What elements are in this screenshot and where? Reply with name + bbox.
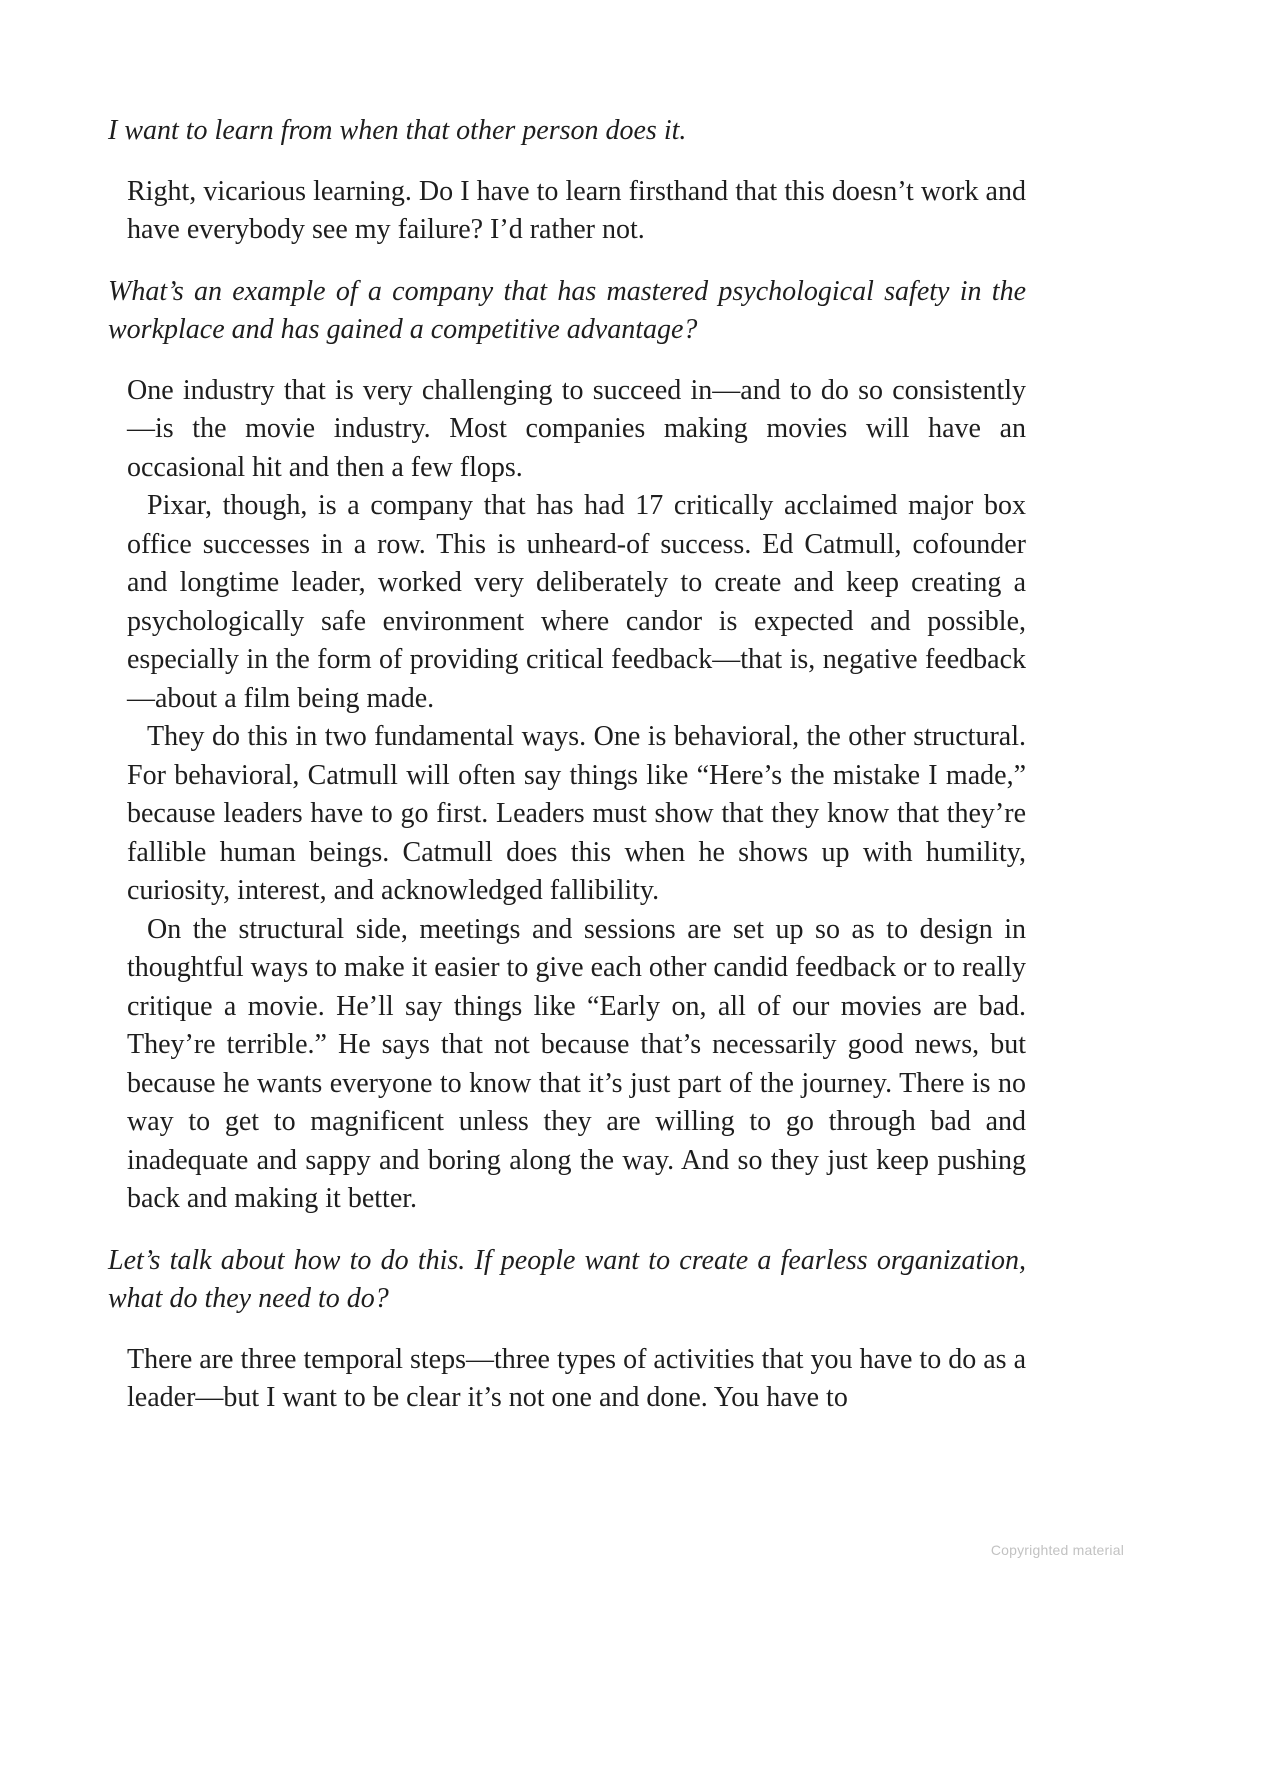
copyright-watermark: Copyrighted material bbox=[990, 1542, 1124, 1558]
answer-paragraph: One industry that is very challenging to succeed in—and to do so consistently—is the movie industry. Most companies making movies will have an occasional hit and then a few flops. bbox=[127, 374, 1026, 483]
answer-paragraph: On the structural side, meetings and sessions are set up so as to design in thoughtful ways to make it easier to give each other candid feedback or to really critique a movie. He’ll say things like “Early on, all of our movies are bad. They’re terrible.” He says that not because that’s necessarily good news, but because he wants everyone to know that it’s just part of the journey. There is no way to get to magnificent unless they are willing to go through bad and inadequate and sappy and boring along the way. And so they just keep pushing back and making it better. bbox=[127, 913, 1026, 1214]
answer-block bbox=[127, 372, 1026, 1219]
answer-block bbox=[127, 1341, 1026, 1418]
question-paragraph: Let’s talk about how to do this. If people want to create a fearless organization, what do they need to do? bbox=[108, 1244, 1026, 1314]
answer-block bbox=[127, 173, 1026, 250]
answer-paragraph: There are three temporal steps—three types of activities that you have to do as a leader—but I want to be clear it’s not one and done. You have to bbox=[127, 1343, 1026, 1413]
question-paragraph: I want to learn from when that other person does it. bbox=[108, 115, 687, 146]
answer-paragraph: Right, vicarious learning. Do I have to learn firsthand that this doesn’t work and have everybody see my failure? I’d rather not. bbox=[127, 175, 1026, 245]
book-page-text bbox=[108, 112, 1026, 1418]
question-paragraph: What’s an example of a company that has mastered psychological safety in the workplace and has gained a competitive advantage? bbox=[108, 275, 1026, 345]
answer-paragraph: Pixar, though, is a company that has had 17 critically acclaimed major box office successes in a row. This is unheard-of success. Ed Catmull, cofounder and longtime leader, worked very deliberately to create and keep creating a psychologically safe environment where candor is expected and possible, especially in the form of providing critical feedback—that is, negative feedback—about a film being made. bbox=[127, 490, 1026, 714]
answer-paragraph: They do this in two fundamental ways. One is behavioral, the other structural. For behavioral, Catmull will often say things like “Here’s the mistake I made,” because leaders have to go first. Leaders must show that they know that they’re fallible human beings. Catmull does this when he shows up with humility, curiosity, interest, and acknowledged fallibility. bbox=[127, 721, 1026, 906]
